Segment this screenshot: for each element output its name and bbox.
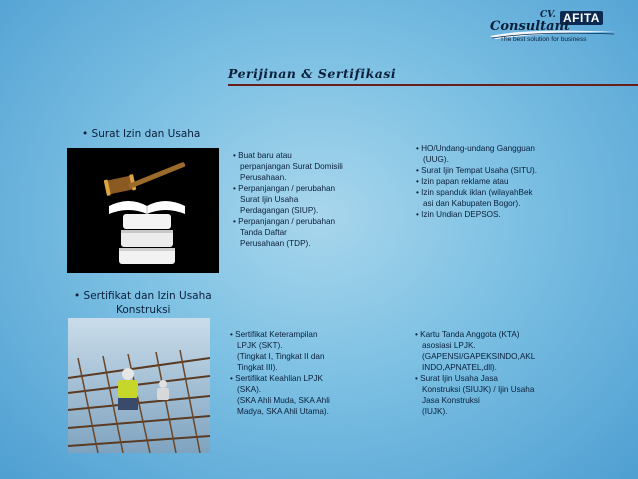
construction-site-icon [68, 318, 210, 453]
section-heading-line1: • Sertifikat dan Izin Usaha [74, 290, 212, 302]
list-item: • Izin papan reklame atau [416, 177, 509, 186]
section-heading-certification [74, 289, 224, 317]
certification-list-left [230, 329, 380, 417]
list-item: • Izin Undian DEPSOS. [416, 210, 501, 219]
list-item: • Surat Ijin Tempat Usaha (SITU). [416, 166, 538, 175]
logo-brand: AFITA [560, 11, 603, 25]
list-item: • HO/Undang-undang Gangguan (UUG). [416, 144, 535, 164]
list-item: • Perpanjangan / perubahan Surat Ijin Usaha Perdagangan (SIUP). [233, 184, 336, 215]
list-item: • Izin spanduk iklan (wilayahBek asi dan Kabupaten Bogor). [416, 188, 533, 208]
section-heading-license: • Surat Izin dan Usaha [82, 128, 201, 140]
gavel-icon [67, 148, 219, 273]
license-list-left [233, 150, 383, 249]
license-list-right [416, 143, 576, 220]
logo-consultant: Consultant [490, 19, 571, 34]
logo-tagline: The best solution for business [500, 36, 587, 43]
certification-list-right [415, 329, 575, 417]
company-logo [488, 8, 628, 48]
slide-title: Perijinan & Sertifikasi [228, 66, 397, 81]
title-divider [228, 84, 638, 86]
list-item: • Perpanjangan / perubahan Tanda Daftar Perusahaan (TDP). [233, 217, 336, 248]
gavel-book-image [67, 148, 219, 273]
logo-cv: CV. [540, 10, 556, 20]
list-item: • Buat baru atau perpanjangan Surat Domisili Perusahaan. [233, 151, 343, 182]
list-item: • Sertifikat Keterampilan LPJK (SKT). (Tingkat I, Tingkat II dan Tingkat III). [230, 330, 325, 372]
construction-worker-image [68, 318, 210, 453]
list-item: • Surat Ijin Usaha Jasa Konstruksi (SIUJK) / Ijin Usaha Jasa Konstruksi (IUJK). [415, 374, 535, 416]
list-item: • Sertifikat Keahlian LPJK (SKA). (SKA Ahli Muda, SKA Ahli Madya, SKA Ahli Utama). [230, 374, 330, 416]
list-item: • Kartu Tanda Anggota (KTA) asosiasi LPJK. (GAPENSI/GAPEKSINDO,AKL INDO,APNATEL,dll). [415, 330, 536, 372]
section-heading-line2: Konstruksi [116, 304, 171, 316]
